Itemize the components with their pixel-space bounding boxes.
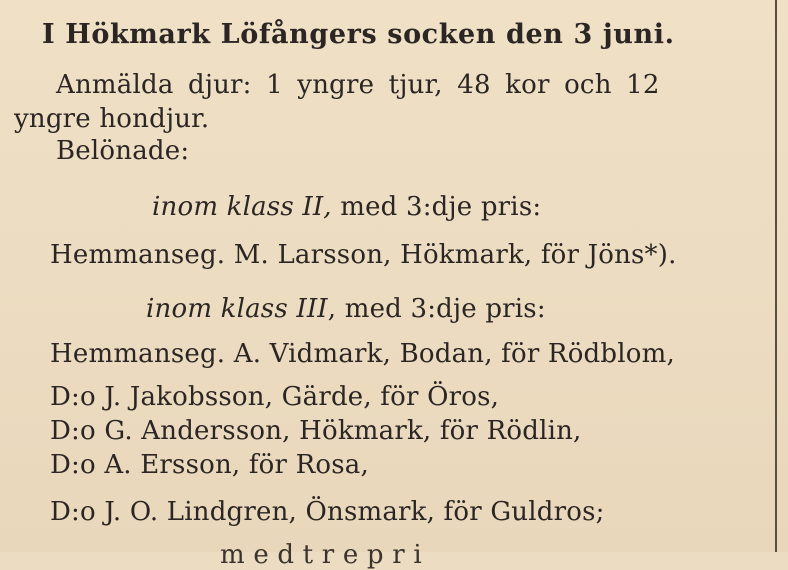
class-3-heading — [146, 294, 546, 324]
class-3-italic: inom klass III — [146, 294, 328, 324]
class-3-entry-3: D:o G. Andersson, Hökmark, för Rödlin, — [50, 416, 582, 446]
animals-line-2: yngre hondjur. — [14, 104, 210, 134]
cut-off-line: m e d t r e p r i — [220, 540, 422, 570]
class-3-prize: , med 3:dje pris: — [327, 294, 546, 324]
class-2-italic: inom klass II, — [152, 192, 332, 222]
class-2-heading — [152, 192, 541, 222]
class-3-entry-2: D:o J. Jakobsson, Gärde, för Öros, — [50, 382, 500, 412]
animals-line-1: Anmälda djur: 1 yngre tjur, 48 kor och 12 — [56, 70, 660, 100]
column-rule — [775, 0, 777, 552]
class-2-prize: med 3:dje pris: — [331, 192, 542, 222]
class-3-entry-1: Hemmanseg. A. Vidmark, Bodan, för Rödblom, — [50, 339, 675, 369]
class-2-entry: Hemmanseg. M. Larsson, Hökmark, för Jöns*). — [50, 240, 677, 270]
class-3-entry-4: D:o A. Ersson, för Rosa, — [50, 450, 369, 480]
heading: I Hökmark Löfångers socken den 3 juni. — [42, 19, 675, 50]
rewarded-label: Belönade: — [56, 136, 190, 166]
class-3-entry-5: D:o J. O. Lindgren, Önsmark, för Guldros; — [50, 497, 605, 527]
